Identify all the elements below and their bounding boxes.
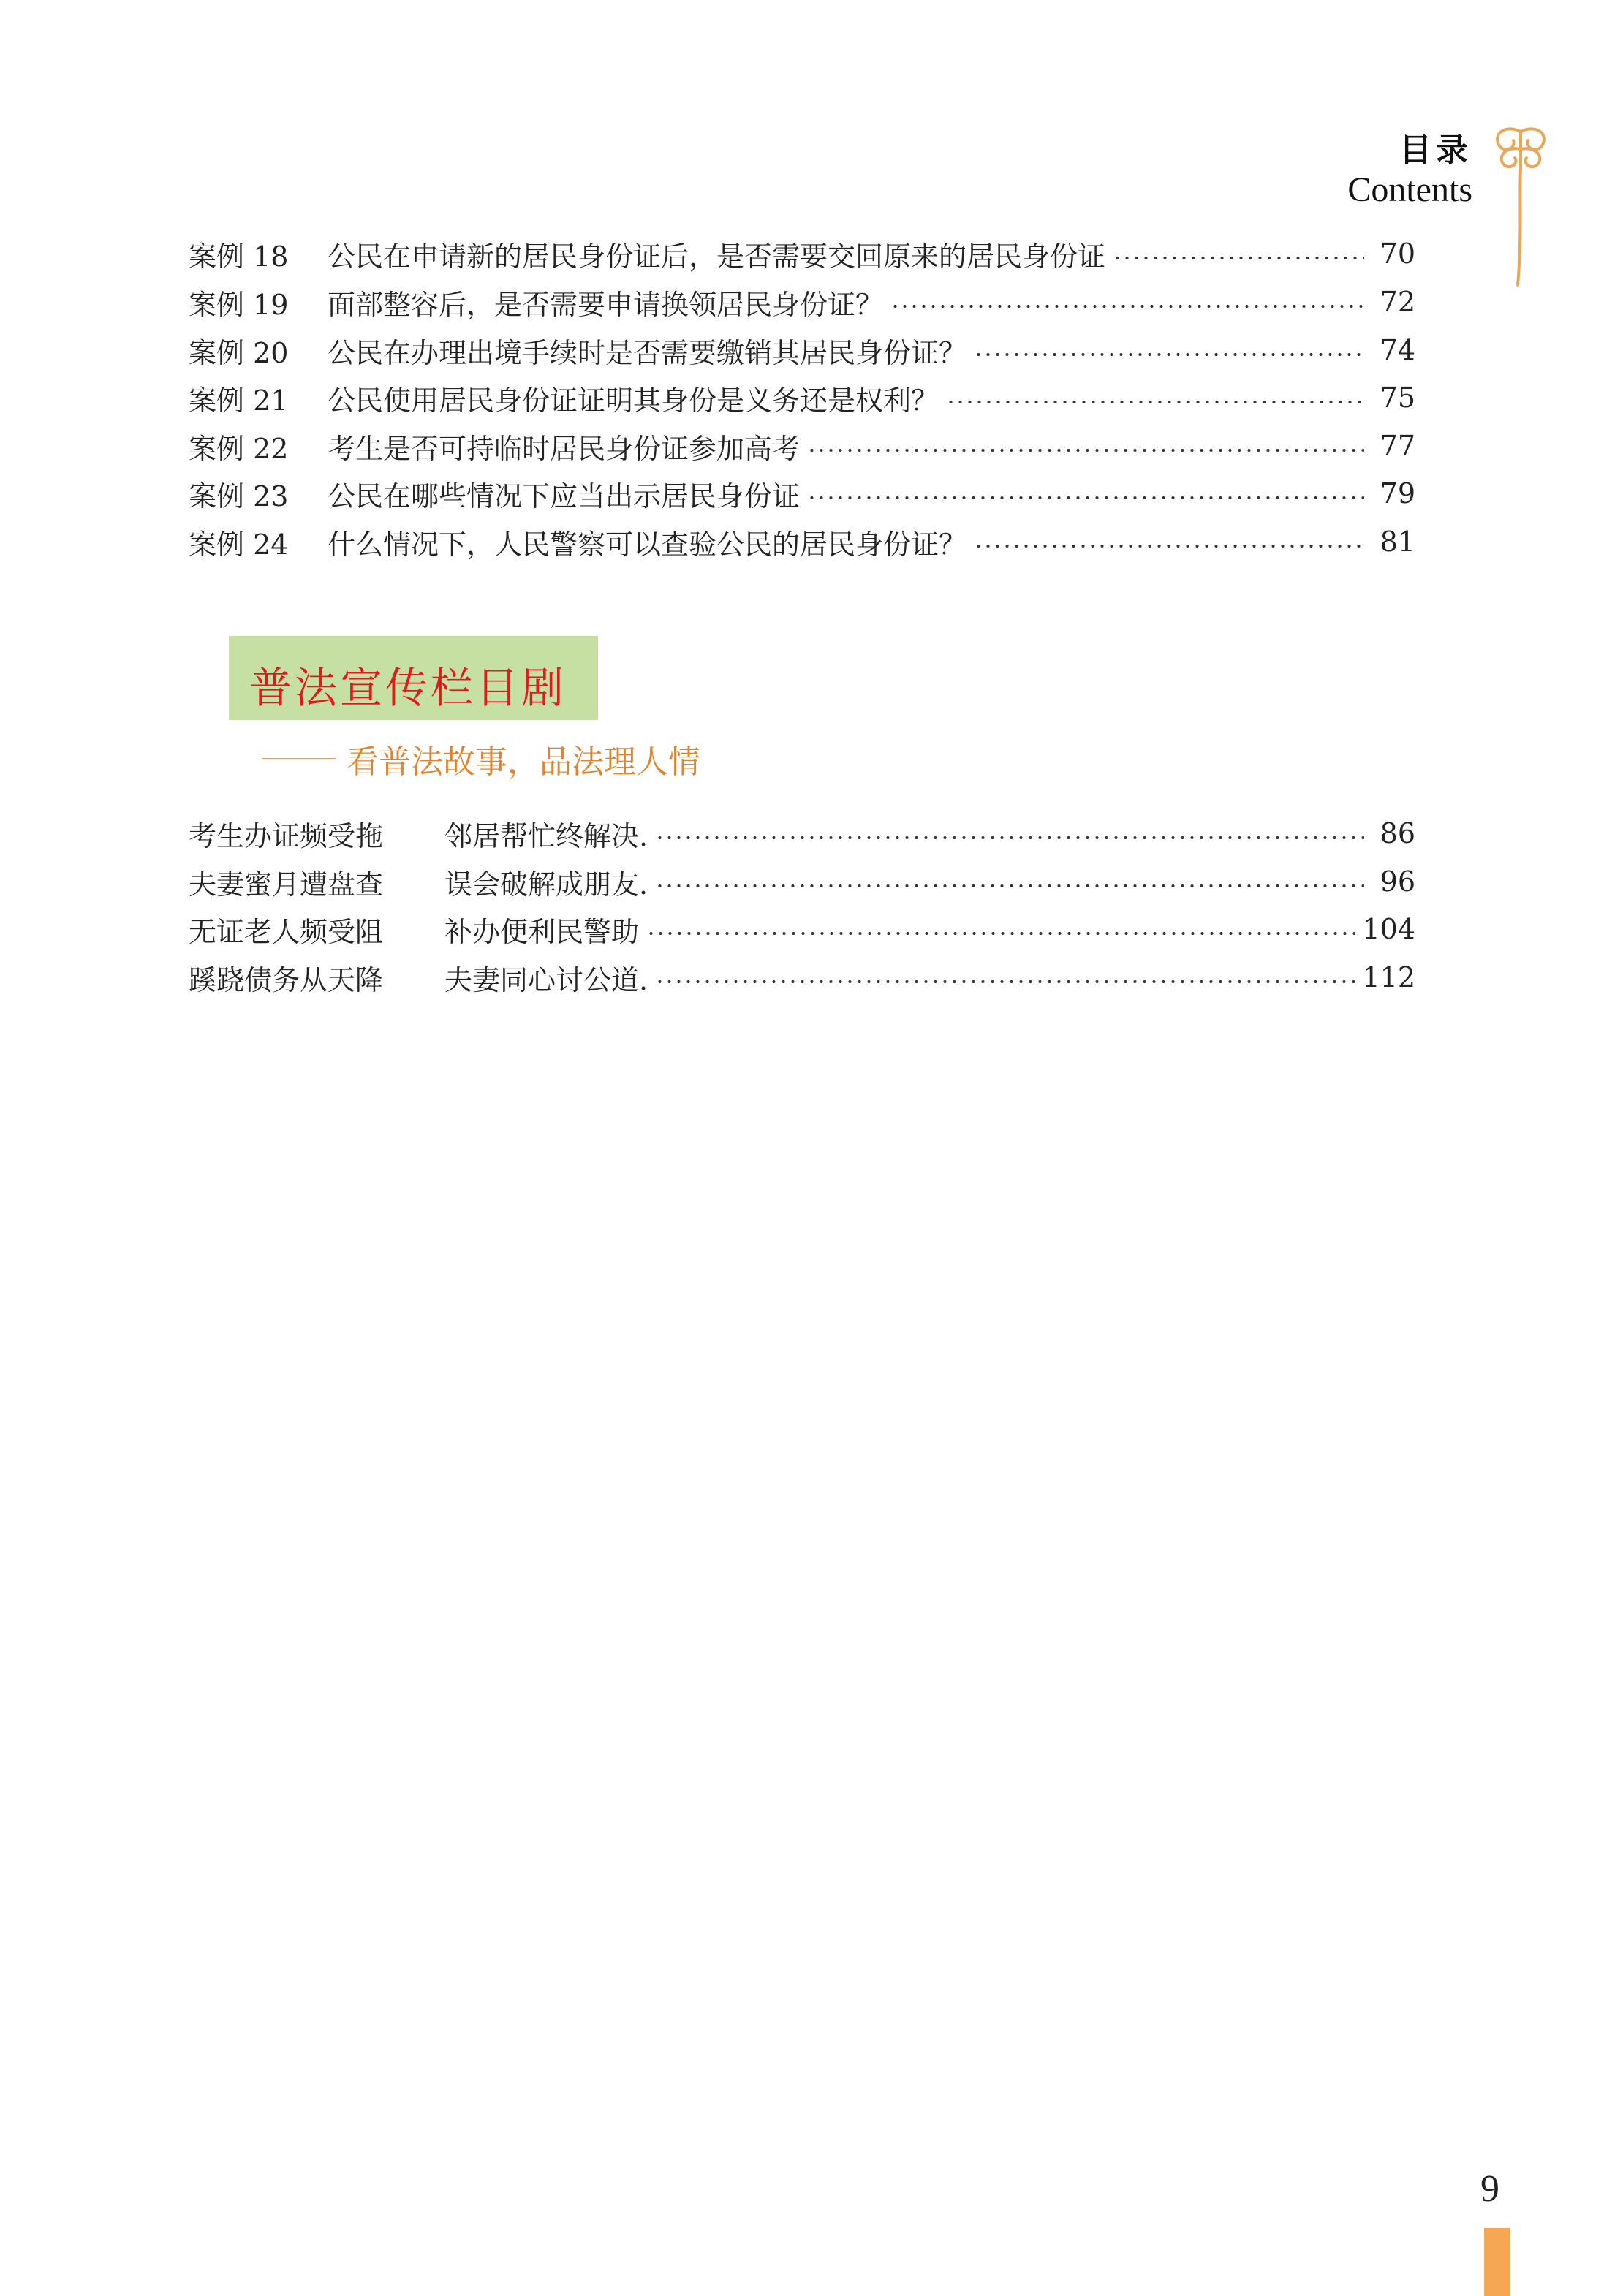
story-title-b: 邻居帮忙终解决. — [444, 819, 648, 852]
subtitle-text: 看普法故事，品法理人情 — [347, 743, 700, 781]
case-label: 案例 22 — [189, 432, 289, 465]
dot-leader — [974, 351, 1364, 358]
section-subtitle — [262, 735, 700, 782]
toc-entry-case-24[interactable] — [189, 518, 1415, 566]
header-title-zh: 目录 — [1399, 132, 1472, 169]
page-ref: 81 — [1380, 526, 1415, 558]
toc-entry-case-22[interactable] — [189, 422, 1415, 470]
header-title-en: Contents — [1347, 170, 1472, 209]
toc-entry-case-23[interactable] — [189, 469, 1415, 518]
subtitle-dash — [262, 758, 336, 759]
dot-leader — [646, 930, 1355, 937]
toc-entry-story-4[interactable] — [189, 953, 1415, 1001]
case-label: 案例 23 — [189, 480, 289, 512]
case-label: 案例 24 — [189, 528, 289, 561]
case-title: 考生是否可持临时居民身份证参加高考 — [328, 432, 801, 465]
toc-entry-story-3[interactable] — [189, 905, 1415, 953]
dot-leader — [946, 398, 1364, 406]
page-ref: 70 — [1380, 238, 1415, 270]
toc-entry-case-20[interactable] — [189, 326, 1415, 374]
dot-leader — [655, 978, 1355, 985]
page-header — [1347, 132, 1472, 211]
toc-entry-story-1[interactable] — [189, 809, 1415, 857]
page-number: 9 — [1480, 2168, 1499, 2210]
toc-entry-story-2[interactable] — [189, 857, 1415, 906]
case-label: 案例 20 — [189, 336, 289, 369]
case-title: 公民在办理出境手续时是否需要缴销其居民身份证？ — [328, 336, 967, 369]
toc-entry-case-21[interactable] — [189, 374, 1415, 422]
page-ref: 79 — [1380, 477, 1415, 509]
story-title-b: 补办便利民警助 — [444, 915, 640, 948]
section-heading-box — [229, 636, 598, 720]
case-title: 公民在申请新的居民身份证后，是否需要交回原来的居民身份证 — [328, 240, 1106, 273]
story-title-a: 蹊跷债务从天降 — [189, 963, 384, 996]
page-ref: 72 — [1380, 286, 1415, 318]
toc-entry-case-19[interactable] — [189, 278, 1415, 326]
case-title: 面部整容后，是否需要申请换领居民身份证？ — [328, 288, 884, 321]
story-title-a: 夫妻蜜月遭盘查 — [189, 868, 384, 901]
page-ref: 75 — [1380, 382, 1415, 414]
page-ref: 96 — [1380, 865, 1415, 898]
page-edge-tab — [1484, 2228, 1510, 2296]
dot-leader — [890, 303, 1364, 310]
case-title: 什么情况下，人民警察可以查验公民的居民身份证？ — [328, 528, 967, 561]
dot-leader — [807, 447, 1364, 454]
scroll-ornament-icon — [1477, 117, 1565, 292]
case-label: 案例 18 — [189, 240, 289, 273]
dot-leader — [807, 494, 1364, 501]
dot-leader — [655, 882, 1364, 890]
story-title-b: 误会破解成朋友. — [444, 868, 648, 901]
story-title-a: 考生办证频受拖 — [189, 819, 384, 852]
page-ref: 74 — [1380, 334, 1415, 366]
case-label: 案例 19 — [189, 288, 289, 321]
case-title: 公民在哪些情况下应当出示居民身份证 — [328, 480, 801, 512]
case-title: 公民使用居民身份证证明其身份是义务还是权利？ — [328, 384, 939, 417]
case-label: 案例 21 — [189, 384, 289, 417]
dot-leader — [655, 834, 1364, 841]
page-ref: 77 — [1380, 430, 1415, 462]
section-title: 普法宣传栏目剧 — [249, 663, 567, 713]
page-ref: 112 — [1362, 961, 1415, 993]
dot-leader — [974, 542, 1364, 550]
page-ref: 86 — [1380, 817, 1415, 849]
story-title-b: 夫妻同心讨公道. — [444, 963, 648, 996]
story-title-a: 无证老人频受阻 — [189, 915, 384, 948]
dot-leader — [1113, 254, 1364, 262]
page-ref: 104 — [1362, 913, 1415, 945]
toc-entry-case-18[interactable] — [189, 230, 1415, 278]
